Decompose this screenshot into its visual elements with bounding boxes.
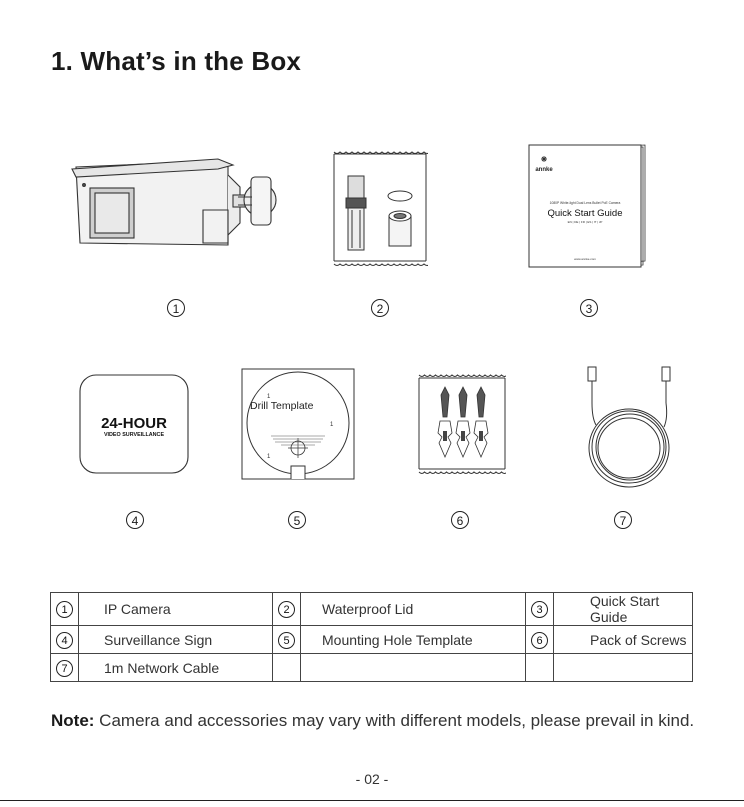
template-mark-bottom: 1 xyxy=(267,454,271,460)
empty-cell xyxy=(301,654,526,682)
page-number: - 02 - xyxy=(355,771,389,787)
item-label: Waterproof Lid xyxy=(301,593,526,626)
callout-number-5: 5 xyxy=(288,511,306,529)
sign-big-text: 24-HOUR xyxy=(101,415,167,432)
item-label: 1m Network Cable xyxy=(79,654,273,682)
item-label: Pack of Screws xyxy=(554,626,693,654)
screws-pack-illustration xyxy=(418,373,506,477)
table-row xyxy=(51,593,693,626)
item-number: 1 xyxy=(56,601,73,618)
item-number: 3 xyxy=(531,601,548,618)
guide-title: Quick Start Guide xyxy=(547,208,623,219)
box-contents-table xyxy=(50,592,693,682)
item-number: 6 xyxy=(531,632,548,649)
item-label: Surveillance Sign xyxy=(79,626,273,654)
note-text: Camera and accessories may vary with different models, please prevail in kind. xyxy=(94,711,695,730)
waterproof-lid-illustration xyxy=(332,148,428,268)
table-row xyxy=(51,626,693,654)
item-number: 2 xyxy=(278,601,295,618)
guide-subtitle: 1080P White-light Dual Lens Bullet PoE Camera xyxy=(549,201,621,205)
template-title: Drill Template xyxy=(250,400,314,412)
item-number: 7 xyxy=(56,660,73,677)
item-number: 5 xyxy=(278,632,295,649)
template-mark-top: 1 xyxy=(267,394,271,400)
network-cable-illustration xyxy=(576,363,688,493)
quick-start-guide-illustration xyxy=(527,143,649,271)
ip-camera-illustration xyxy=(68,155,283,250)
item-label: Quick Start Guide xyxy=(554,593,693,626)
page-title: 1. What’s in the Box xyxy=(51,46,302,76)
sign-small-text: VIDEO SURVEILLANCE xyxy=(103,432,165,438)
callout-number-2: 2 xyxy=(371,299,389,317)
empty-cell xyxy=(526,654,554,682)
callout-number-3: 3 xyxy=(580,299,598,317)
item-label: Mounting Hole Template xyxy=(301,626,526,654)
guide-url: www.annke.com xyxy=(574,257,596,261)
surveillance-sign-illustration xyxy=(79,374,189,474)
table-row xyxy=(51,654,693,682)
note-paragraph xyxy=(51,708,701,734)
callout-number-1: 1 xyxy=(167,299,185,317)
item-number: 4 xyxy=(56,632,73,649)
note-label: Note: xyxy=(51,711,95,730)
callout-number-6: 6 xyxy=(451,511,469,529)
callout-number-7: 7 xyxy=(614,511,632,529)
item-label: IP Camera xyxy=(79,593,273,626)
footer-divider xyxy=(0,800,744,801)
empty-cell xyxy=(273,654,301,682)
callout-number-4: 4 xyxy=(126,511,144,529)
drill-template-illustration xyxy=(241,368,355,480)
template-mark-right: 1 xyxy=(330,422,334,428)
guide-languages: EN | DE | FR | ES | IT | JP xyxy=(567,220,603,224)
guide-brand: annke xyxy=(535,167,553,173)
empty-cell xyxy=(554,654,693,682)
